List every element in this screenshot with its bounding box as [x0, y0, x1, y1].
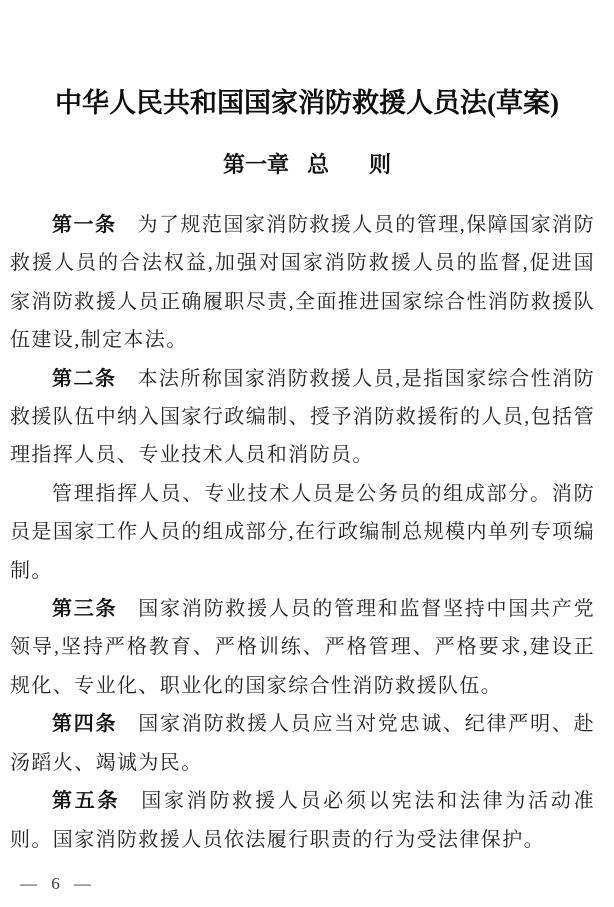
article-4-text: 国家消防救援人员应当对党忠诚、纪律严明、赴汤蹈火、竭诚为民。 — [10, 713, 595, 774]
article-5 — [10, 782, 595, 859]
article-3 — [10, 590, 595, 705]
document-body — [0, 206, 614, 859]
article-3-label: 第三条 — [52, 598, 118, 621]
article-4-label: 第四条 — [52, 713, 118, 736]
document-title: 中华人民共和国国家消防救援人员法(草案) — [55, 88, 559, 118]
chapter-title-word-1: 总 — [306, 152, 329, 177]
page-number: — 6 — — [20, 874, 96, 893]
article-5-text: 国家消防救援人员必须以宪法和法律为活动准则。国家消防救援人员依法履行职责的行为受法律保护。 — [10, 790, 595, 851]
article-2-continuation — [10, 475, 595, 590]
article-1-label: 第一条 — [52, 214, 117, 236]
article-1-text: 为了规范国家消防救援人员的管理,保障国家消防救援人员的合法权益,加强对国家消防救援人员的监督,促进国家消防救援人员正确履职尽责,全面推进国家综合性消防救援队伍建设,制定本法。 — [10, 214, 595, 352]
chapter-title-word-2: 则 — [369, 152, 392, 177]
article-2-continuation-text: 管理指挥人员、专业技术人员是公务员的组成部分。消防员是国家工作人员的组成部分,在行政编制总规模内单列专项编制。 — [10, 482, 595, 582]
chapter-number: 第一章 — [222, 152, 289, 177]
chapter-heading — [0, 151, 614, 179]
article-3-text: 国家消防救援人员的管理和监督坚持中国共产党领导,坚持严格教育、严格训练、严格管理、严格要求,建设正规化、专业化、职业化的国家综合性消防救援队伍。 — [10, 598, 595, 697]
article-2-text: 本法所称国家消防救援人员,是指国家综合性消防救援队伍中纳入国家行政编制、授予消防救援衔的人员,包括管理指挥人员、专业技术人员和消防员。 — [10, 367, 595, 467]
article-4 — [10, 705, 595, 782]
article-2-label: 第二条 — [52, 367, 117, 390]
article-5-label: 第五条 — [52, 790, 121, 813]
article-1 — [10, 206, 595, 360]
article-2 — [10, 360, 595, 475]
